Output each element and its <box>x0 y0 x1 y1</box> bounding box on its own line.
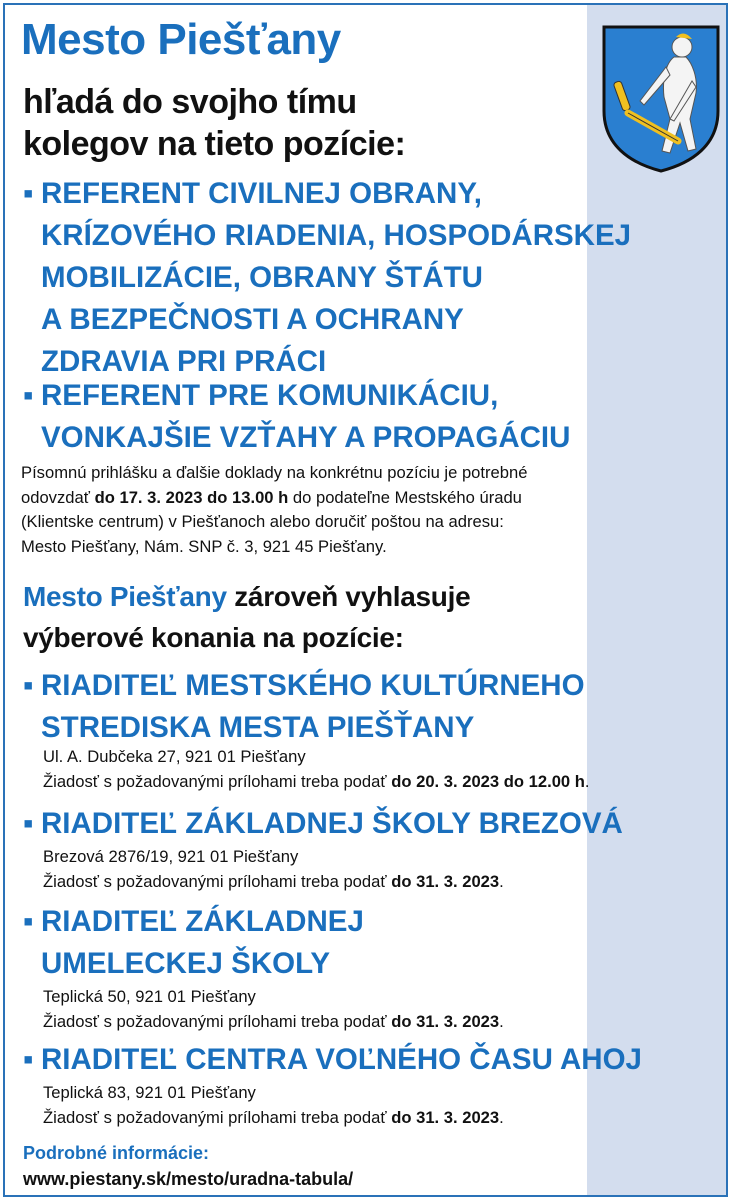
section-text: zároveň vyhlasuje <box>226 581 471 612</box>
section-heading-line-2: výberové konania na pozície: <box>23 622 404 653</box>
footer-heading: Podrobné informácie: <box>23 1143 210 1163</box>
job-details <box>43 985 504 1034</box>
advertisement-frame <box>3 3 728 1197</box>
position-line: REFERENT CIVILNEJ OBRANY, <box>41 177 482 210</box>
job-request <box>43 1106 504 1131</box>
section-heading <box>23 576 470 658</box>
position-line: MOBILIZÁCIE, OBRANY ŠTÁTU <box>41 261 483 294</box>
info-line <box>21 486 527 511</box>
job-title-line: STREDISKA MESTA PIEŠŤANY <box>41 711 475 744</box>
job-item <box>23 665 585 749</box>
job-title-line <box>23 665 585 707</box>
subtitle-line-2: kolegov na tieto pozície: <box>23 125 406 163</box>
job-request <box>43 770 590 795</box>
job-request <box>43 870 504 895</box>
position-line: A BEZPEČNOSTI A OCHRANY <box>41 303 464 336</box>
bullet-icon: ▪ <box>23 177 34 210</box>
request-end: . <box>499 1107 504 1127</box>
deadline: do 31. 3. 2023 <box>391 1107 500 1127</box>
bullet-icon: ▪ <box>23 1043 34 1076</box>
request-end: . <box>584 771 590 791</box>
info-line: Mesto Piešťany, Nám. SNP č. 3, 921 45 Piešťany. <box>21 536 387 556</box>
job-title-line <box>23 901 364 943</box>
job-title-line <box>23 803 623 845</box>
position-line: ZDRAVIA PRI PRÁCI <box>41 345 327 378</box>
job-title-text: RIADITEĽ ZÁKLADNEJ <box>41 905 364 938</box>
page-title: Mesto Piešťany <box>21 15 341 64</box>
coat-of-arms-icon <box>600 23 722 173</box>
info-line: (Klientske centrum) v Piešťanoch alebo doručiť poštou na adresu: <box>21 512 504 531</box>
position-item <box>23 173 631 383</box>
application-info <box>21 461 527 559</box>
job-details <box>43 1081 504 1130</box>
deadline: do 20. 3. 2023 do 12.00 h <box>391 771 585 791</box>
job-title-text: RIADITEĽ CENTRA VOĽNÉHO ČASU AHOJ <box>41 1043 642 1076</box>
bullet-icon: ▪ <box>23 669 34 702</box>
job-request <box>43 1010 504 1035</box>
section-heading-line-1 <box>23 576 470 617</box>
job-address: Brezová 2876/19, 921 01 Piešťany <box>43 847 299 866</box>
job-title-text: RIADITEĽ ZÁKLADNEJ ŠKOLY BREZOVÁ <box>41 807 623 840</box>
job-address: Teplická 50, 921 01 Piešťany <box>43 987 256 1006</box>
request-end: . <box>499 871 504 891</box>
job-item <box>23 1039 642 1081</box>
footer <box>23 1140 353 1192</box>
footer-url-link[interactable]: www.piestany.sk/mesto/uradna-tabula/ <box>23 1169 354 1189</box>
info-line: Písomnú prihlášku a ďalšie doklady na konkrétnu pozíciu je potrebné <box>21 463 528 482</box>
info-text: do podateľne Mestského úradu <box>288 487 522 507</box>
bullet-icon: ▪ <box>23 905 34 938</box>
request-text: Žiadosť s požadovanými prílohami treba podať <box>43 1011 392 1031</box>
job-address: Teplická 83, 921 01 Piešťany <box>43 1083 256 1102</box>
section-city: Mesto Piešťany <box>23 581 227 612</box>
job-details <box>43 745 590 794</box>
job-title-text: RIADITEĽ MESTSKÉHO KULTÚRNEHO <box>41 669 585 702</box>
request-end: . <box>499 1011 504 1031</box>
position-item <box>23 375 570 459</box>
bullet-icon: ▪ <box>23 807 34 840</box>
job-item <box>23 901 364 985</box>
bullet-icon: ▪ <box>23 379 34 412</box>
job-address: Ul. A. Dubčeka 27, 921 01 Piešťany <box>43 747 306 766</box>
position-line: VONKAJŠIE VZŤAHY A PROPAGÁCIU <box>41 421 571 454</box>
request-text: Žiadosť s požadovanými prílohami treba podať <box>43 871 392 891</box>
deadline: do 31. 3. 2023 <box>391 1011 500 1031</box>
position-line: KRÍZOVÉHO RIADENIA, HOSPODÁRSKEJ <box>41 219 632 252</box>
job-title-line <box>23 1039 642 1081</box>
job-title-line: UMELECKEJ ŠKOLY <box>41 947 331 980</box>
deadline: do 31. 3. 2023 <box>391 871 500 891</box>
job-details <box>43 845 504 894</box>
request-text: Žiadosť s požadovanými prílohami treba podať <box>43 1107 392 1127</box>
position-line: REFERENT PRE KOMUNIKÁCIU, <box>41 379 499 412</box>
job-item <box>23 803 623 845</box>
info-text: odovzdať <box>21 487 95 507</box>
subtitle <box>23 81 405 165</box>
request-text: Žiadosť s požadovanými prílohami treba podať <box>43 771 392 791</box>
subtitle-line-1: hľadá do svojho tímu <box>23 83 357 121</box>
deadline: do 17. 3. 2023 do 13.00 h <box>94 487 289 507</box>
